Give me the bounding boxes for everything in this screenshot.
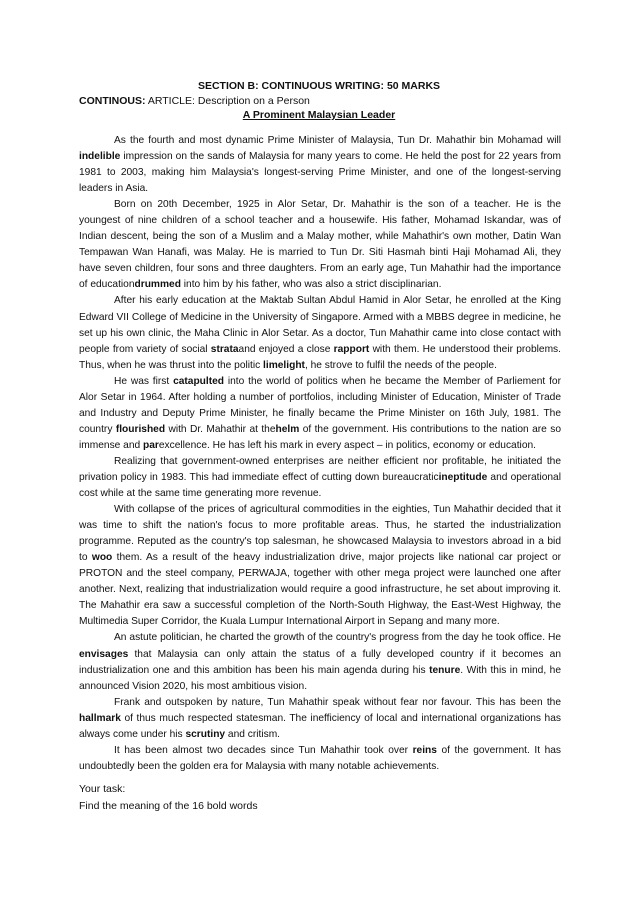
task-heading: Your task: — [79, 783, 126, 795]
article-paragraph — [79, 454, 561, 502]
bold-key-word: rapport — [333, 343, 370, 355]
bold-key-word: flourished — [115, 423, 166, 435]
paragraph-text: , he strove to fulfil the needs of the people. — [304, 359, 497, 371]
paragraph-text: with them. He understood their problems. Thus, when he was thrust into the politic — [79, 343, 561, 371]
bold-key-word: strata — [210, 343, 239, 355]
section-heading: SECTION B: CONTINUOUS WRITING: 50 MARKS — [197, 80, 441, 92]
bold-key-word: par — [143, 439, 159, 451]
paragraph-text: of thus much respected statesman. The inefficiency of local and international organizations has always come under his — [79, 712, 561, 740]
paragraph-text: of the government. It has undoubtedly been the golden era for Malaysia with many notable achievements. — [79, 744, 561, 772]
paragraph-text: . With this in mind, he announced Vision 2020, his most ambitious vision. — [79, 664, 561, 692]
paragraph-text: With collapse of the prices of agricultural commodities in the eighties, Tun Mahathir decided that it was time to shift the nation's focus to more profitable areas. Thus, he started the industrialization programme. Reputed as the country's top salesman, he showcased Malaysia to investors abroad in a bid to — [79, 504, 561, 564]
paragraph-text: Realizing that government-owned enterprises are neither efficient nor profitable, he initiated the privation policy in 1983. This had immediate effect of cutting down bureaucratic — [79, 455, 561, 483]
article-paragraph — [79, 743, 561, 775]
bold-key-word: limelight — [263, 359, 305, 371]
bold-key-word: catapulted — [173, 375, 225, 387]
paragraph-text: with Dr. Mahathir at the — [165, 423, 276, 435]
article-paragraph — [79, 502, 561, 630]
article-label — [79, 94, 310, 108]
bold-key-word: tenure — [429, 664, 461, 676]
paragraph-text: and operational cost while at the same time generating more revenue. — [79, 471, 561, 500]
paragraph-text: An astute politician, he charted the growth of the country's progress from the day he took office. He — [114, 632, 561, 644]
paragraph-text: Born on 20th December, 1925 in Alor Setar, Dr. Mahathir is the son of a teacher. He is the youngest of nine children of a school teacher and a housewife. His father, Mohamad Iskandar, was of Indian descent, being the son of a Muslim and a Malay mother, while Mahathir's own mother, Datin Wan Tempawan Wan Hanafi, was Malay. He is married to Tun Dr. Siti Hasmah binti Haji Mohamad Ali, they have seven children, four sons and three daughters. From an early age, Tun Mahathir had the importance of education — [79, 199, 561, 291]
label-prefix: CONTINOUS: — [79, 95, 146, 107]
bold-key-word: woo — [91, 552, 113, 564]
task-section — [79, 781, 258, 815]
paragraph-text: He was first — [114, 375, 174, 387]
task-instruction: Find the meaning of the 16 bold words — [79, 800, 258, 812]
bold-key-word: envisages — [79, 648, 129, 660]
article-body — [79, 133, 561, 775]
paragraph-text: and enjoyed a close — [238, 343, 334, 355]
paragraph-text: excellence. He has left his mark in every aspect – in politics, economy or education. — [158, 439, 536, 451]
article-paragraph — [79, 695, 561, 743]
label-text: ARTICLE: Description on a Person — [145, 95, 310, 107]
article-paragraph — [79, 374, 561, 454]
paragraph-text: and critism. — [225, 728, 281, 740]
paragraph-text: that Malaysia can only attain the status of a fully developed country if it becomes an industrialization one and this ambition has been his main agenda during his — [79, 648, 561, 676]
paragraph-text: into the world of politics when he became the Member of Parliement for Alor Setar in 1964. After holding a number of portfolios, including Minister of Education, Minister of Trade and Industry and Deputy Prime Minister, he finally became the Prime Minister on 16th July, 1981. The country — [79, 375, 561, 435]
article-title: A Prominent Malaysian Leader — [242, 109, 396, 121]
paragraph-text: Frank and outspoken by nature, Tun Mahathir speak without fear nor favour. This has been the — [114, 696, 561, 708]
paragraph-text: of the government. His contributions to the nation are so immense and — [79, 423, 561, 451]
paragraph-text: As the fourth and most dynamic Prime Minister of Malaysia, Tun Dr. Mahathir bin Mohamad will — [114, 135, 561, 146]
bold-key-word: hallmark — [79, 712, 121, 724]
bold-key-word: helm — [275, 423, 300, 435]
bold-key-word: scrutiny — [185, 728, 226, 740]
bold-key-word: ineptitude — [438, 471, 488, 483]
paragraph-text: It has been almost two decades since Tun Mahathir took over — [114, 744, 413, 756]
article-paragraph — [79, 293, 561, 373]
paragraph-text: After his early education at the Maktab Sultan Abdul Hamid in Alor Setar, he enrolled at the King Edward VII College of Medicine in the University of Singapore. Armed with a MBBS degree in medicine, he set up his own clinic, the Maha Clinic in Alor Setar. As a doctor, Tun Mahathir came into close contact with people from variety of social — [79, 295, 561, 355]
paragraph-text: into him by his father, who was also a strict disciplinarian. — [180, 279, 442, 291]
bold-key-word: reins — [412, 744, 437, 756]
paragraph-text: impression on the sands of Malaysia for many years to come. He held the post for 22 years from 1981 to 2003, making him Malaysia's longest-serving Prime Minister, and one of the longest-serving leaders in Asia. — [79, 151, 561, 195]
article-paragraph — [79, 630, 561, 694]
article-paragraph — [79, 133, 561, 197]
article-paragraph — [79, 197, 561, 293]
bold-key-word: drummed — [134, 279, 181, 291]
paragraph-text: them. As a result of the heavy industrialization drive, major projects like national car project or PROTON and the steel company, PERWAJA, together with other mega project were launched one after another. Next, realizing that industrialization would require a good infrastructure, he set about improving it. The Mahathir era saw a successful completion of the North-South Highway, the East-West Highway, the Multimedia Super Corridor, the Kuala Lumpur International Airport in Sepang and many more. — [79, 552, 562, 628]
bold-key-word: indelible — [79, 151, 121, 163]
